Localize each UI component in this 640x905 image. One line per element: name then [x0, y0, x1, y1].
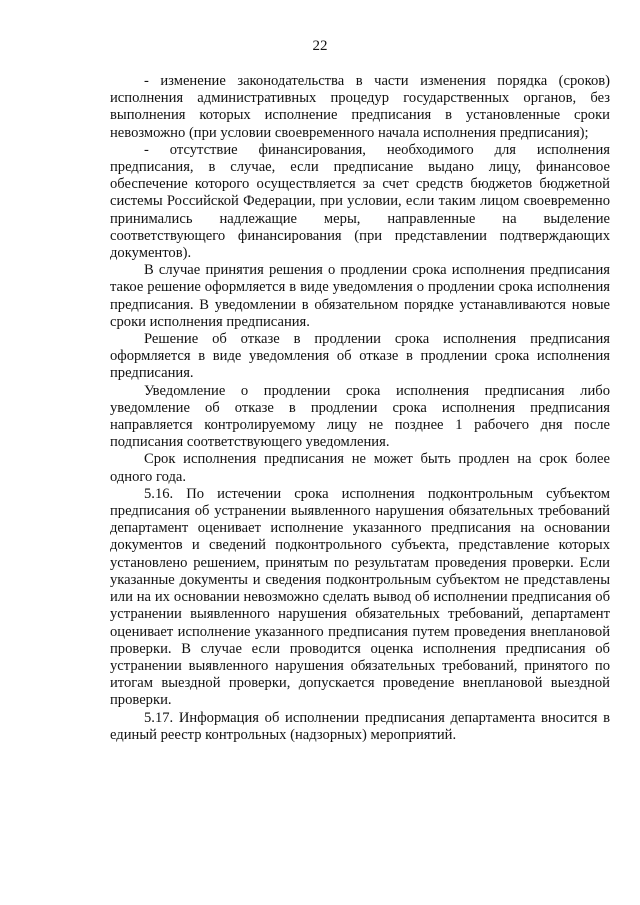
- paragraph-max-extension: Срок исполнения предписания не может быть продлен на срок более одного года.: [110, 451, 610, 485]
- paragraph-extension-decision: В случае принятия решения о продлении срока исполнения предписания такое решение оформляется в виде уведомления о продлении срока исполнения предписания. В уведомлении в обязательном порядке устанавливаются новые сроки исполнения предписания.: [110, 262, 610, 330]
- paragraph-notification-delivery: Уведомление о продлении срока исполнения предписания либо уведомление об отказе в продлении срока исполнения предписания направляется контролируемому лицу не позднее 1 рабочего дня после подписания соответствующего уведомления.: [110, 382, 610, 451]
- paragraph-legislation-change: - изменение законодательства в части изменения порядка (сроков) исполнения административных процедур государственных органов, без выполнения которых исполнение предписания в установленные сроки невозможно (при условии своевременного начала исполнения предписания);: [110, 73, 610, 141]
- document-body: [110, 73, 610, 744]
- paragraph-lack-of-funding: - отсутствие финансирования, необходимого для исполнения предписания, в случае, если предписание выдано лицу, финансовое обеспечение которого осуществляется за счет средств бюджетов бюджетной системы Российской Федерации, при условии, если таким лицом своевременно принимались надлежащие меры, направленные на выделение соответствующего финансирования (при представлении подтверждающих документов).: [110, 141, 610, 262]
- page-number: 22: [312, 38, 328, 54]
- paragraph-section-5-17: 5.17. Информация об исполнении предписания департамента вносится в единый реестр контрольных (надзорных) мероприятий.: [110, 709, 610, 743]
- paragraph-refusal-decision: Решение об отказе в продлении срока исполнения предписания оформляется в виде уведомления об отказе в продлении срока исполнения предписания.: [110, 331, 610, 382]
- paragraph-section-5-16: 5.16. По истечении срока исполнения подконтрольным субъектом предписания об устранении выявленного нарушения обязательных требований департамент оценивает исполнение указанного предписания на основании документов и сведений подконтрольного субъекта, представление которых установлено решением, принятым по результатам проведения проверки. Если указанные документы и сведения подконтрольным субъектом не представлены или на их основании невозможно сделать вывод об исполнении предписания об устранении выявленного нарушения обязательных требований, департамент оценивает исполнение указанного предписания путем проведения внеплановой проверки. В случае если проводится оценка исполнения предписания об устранении выявленного нарушения обязательных требований, принятого по итогам выездной проверки, допускается проведение внеплановой выездной проверки.: [110, 485, 610, 709]
